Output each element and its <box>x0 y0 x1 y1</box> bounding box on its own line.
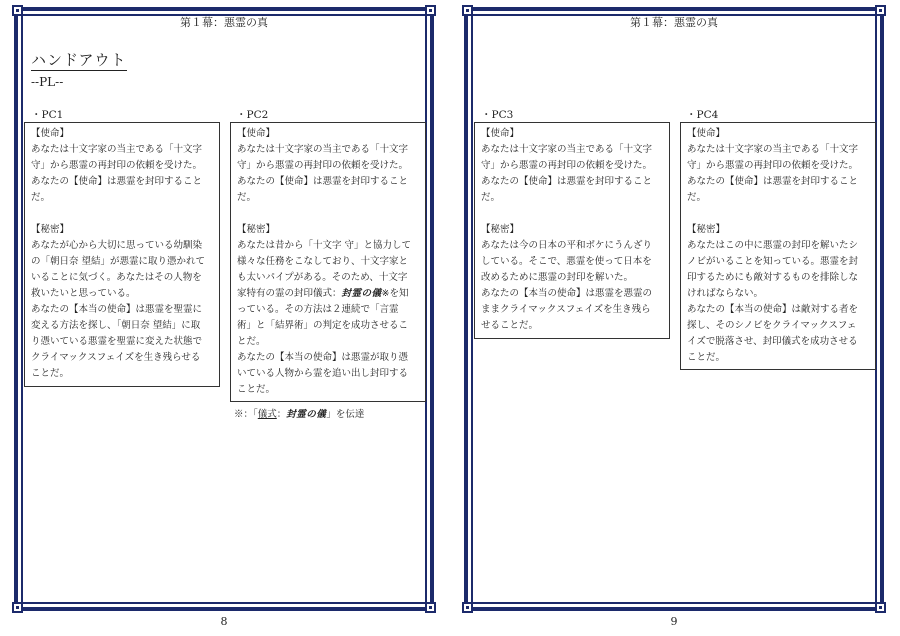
mission-heading: 【使命】 <box>237 128 276 139</box>
mission-heading: 【使命】 <box>481 128 520 139</box>
page-9 <box>464 7 884 628</box>
secret-heading: 【秘密】 <box>687 224 726 235</box>
handout-subtitle: --PL-- <box>31 75 64 89</box>
mission-heading: 【使命】 <box>31 128 70 139</box>
secret-heading: 【秘密】 <box>31 224 70 235</box>
secret-heading: 【秘密】 <box>237 224 276 235</box>
pc3-label: ・PC3 <box>481 109 514 121</box>
mission-heading: 【使命】 <box>687 128 726 139</box>
pc4-handout-box: 【使命】 あなたは十文字家の当主である「十文字 守」から悪霊の再封印の依頼を受けた。 あなたの【使命】は悪霊を封印すること だ。 【秘密】 あなたはこの中に悪霊の封印を解いたシ ノビがいることを知っている。悪霊を封 印するためにも敵対するものを排除しな ければならない。 あなたの【本当の使命】は敵対する者を 探し、そのシノビをクライマックスフェ イズで脱落させ、封印儀式を成功させる ことだ。 <box>680 122 876 370</box>
ritual-name: 封霊の儀 <box>341 288 382 299</box>
page-number: 8 <box>220 615 228 628</box>
secret-heading: 【秘密】 <box>481 224 520 235</box>
page-header: 第１幕：悪霊の真 <box>14 14 434 30</box>
corner-ornament <box>875 602 886 613</box>
pc2-label: ・PC2 <box>236 109 269 121</box>
pc4-label: ・PC4 <box>686 109 719 121</box>
page-8 <box>14 7 434 628</box>
pc2-handout-box: 【使命】 あなたは十文字家の当主である「十文字 守」から悪霊の再封印の依頼を受けた。 あなたの【使命】は悪霊を封印すること だ。 【秘密】 あなたは昔から「十文字 守」と協力して 様々な任務をこなしており、十文字家と も太いパイプがある。そのため、十文字 家特有の霊の封印儀式：封霊の儀※を知 っている。その方法は２連続で「言霊 術」と「結界術」の判定を成功させるこ とだ。 あなたの【本当の使命】は悪霊が取り憑 いている人物から霊を追い出し封印する ことだ。 <box>230 122 426 402</box>
pc1-handout-box: 【使命】 あなたは十文字家の当主である「十文字 守」から悪霊の再封印の依頼を受けた。 あなたの【使命】は悪霊を封印すること だ。 【秘密】 あなたが心から大切に思っている幼馴染 の「朝日奈 望結」が悪霊に取り憑かれて いることに気づく。あなたはその人物を 救いたいと思っている。 あなたの【本当の使命】は悪霊を聖霊に 変える方法を探し、「朝日奈 望結」に取 り憑いている悪霊を聖霊に変えた状態で クライマックスフェイズを生き残らせる ことだ。 <box>24 122 220 387</box>
ritual-link[interactable]: 儀式 <box>257 409 277 420</box>
corner-ornament <box>12 602 23 613</box>
corner-ornament <box>462 602 473 613</box>
page-header: 第１幕：悪霊の真 <box>464 14 884 30</box>
corner-ornament <box>425 602 436 613</box>
pc1-label: ・PC1 <box>31 109 64 121</box>
handout-title: ハンドアウト <box>31 51 127 69</box>
ritual-note: ※：「儀式：封霊の儀」を伝達 <box>234 409 365 420</box>
page-number: 9 <box>670 615 678 628</box>
pc3-handout-box: 【使命】 あなたは十文字家の当主である「十文字 守」から悪霊の再封印の依頼を受けた。 あなたの【使命】は悪霊を封印すること だ。 【秘密】 あなたは今の日本の平和ボケにうんざり している。そこで、悪霊を使って日本を 改めるために悪霊の封印を解いた。 あなたの【本当の使命】は悪霊を悪霊の ままクライマックスフェイズを生き残ら せることだ。 <box>474 122 670 339</box>
ritual-line: 家特有の霊の封印儀式：封霊の儀※を知 <box>237 288 409 299</box>
